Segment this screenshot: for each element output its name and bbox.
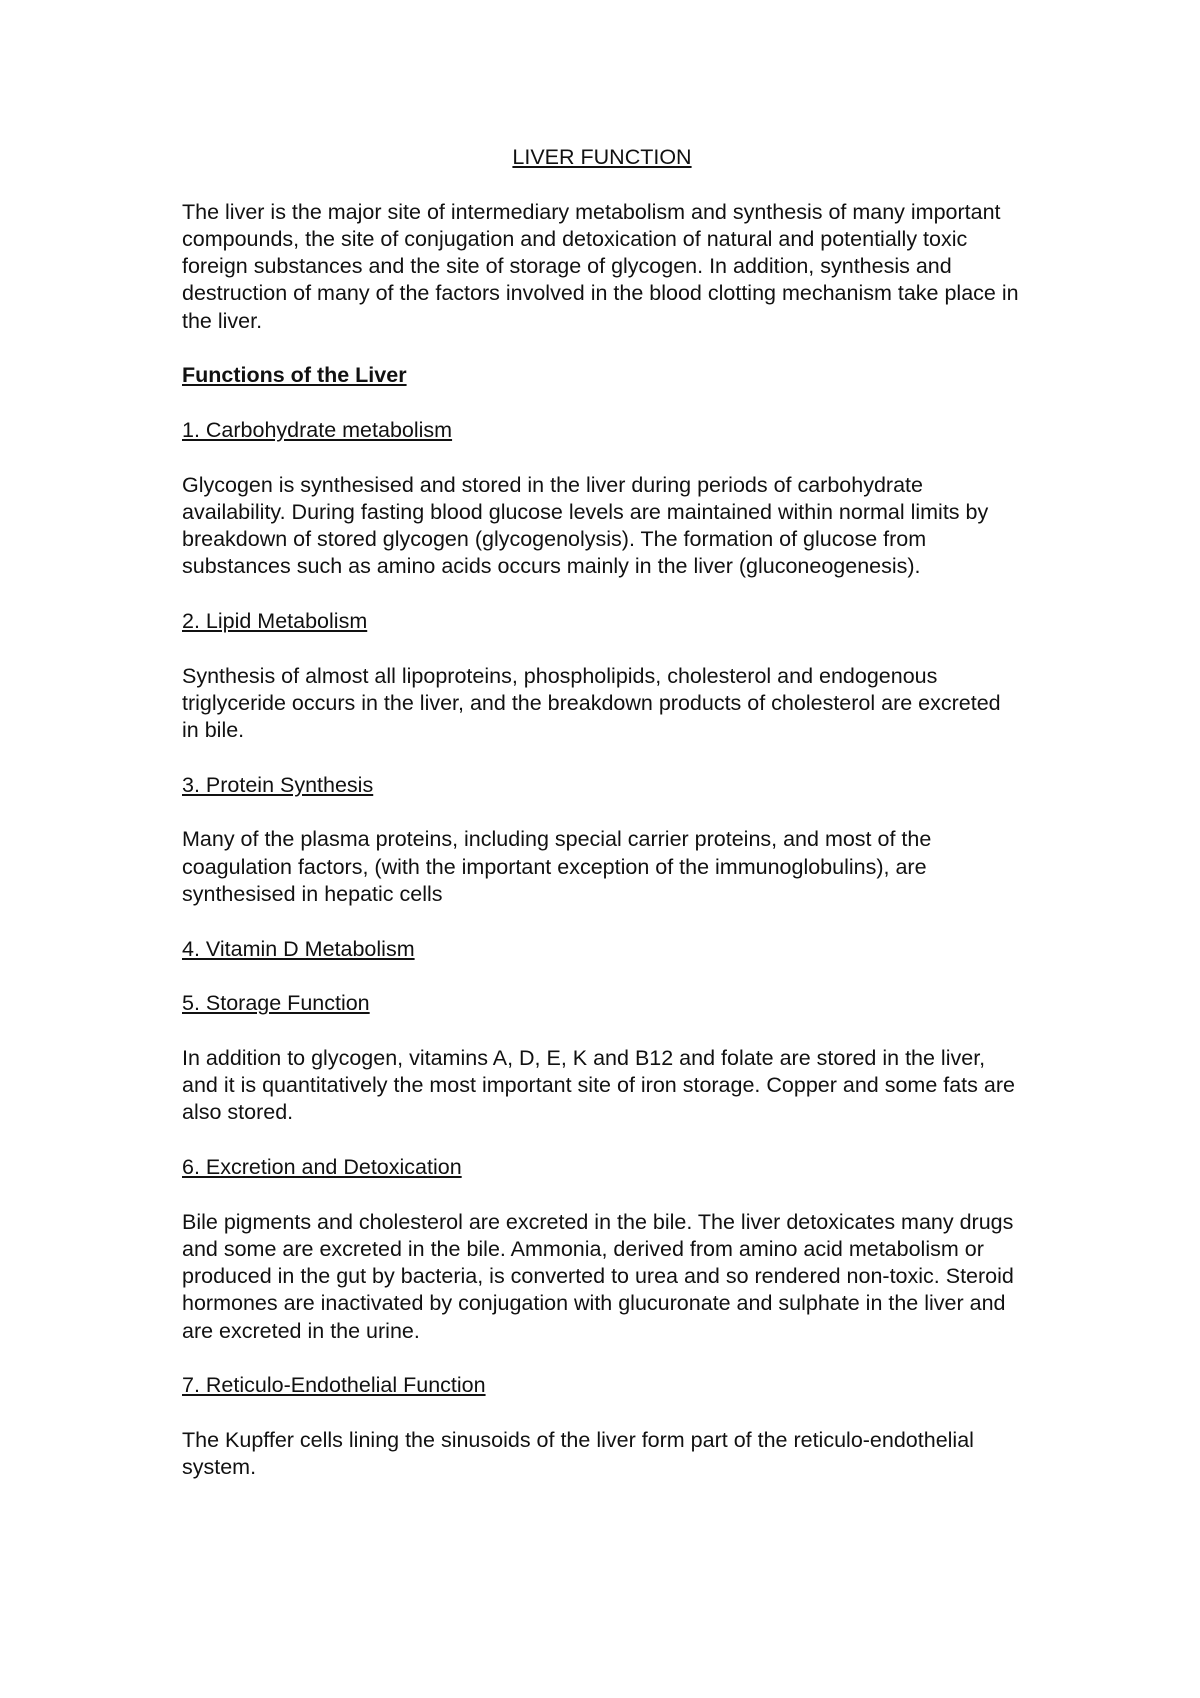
item-body-carbohydrate: Glycogen is synthesised and stored in the liver during periods of carbohydrate availability. During fasting blood glucose levels are maintained within normal limits by breakdown of stored glycogen (glycogenolysis). The formation of glucose from substances such as amino acids occurs mainly in the liver (gluconeogenesis). [182, 472, 989, 579]
item-body-protein: Many of the plasma proteins, including special carrier proteins, and most of the coagulation factors, (with the important exception of the immunoglobulins), are synthesised in hepatic cells [182, 827, 932, 907]
item-heading-reticulo-endothelial: 7. Reticulo-Endothelial Function [182, 1373, 486, 1398]
item-heading-excretion: 6. Excretion and Detoxication [182, 1154, 462, 1179]
item-body-lipid: Synthesis of almost all lipoproteins, phospholipids, cholesterol and endogenous triglyceride occurs in the liver, and the breakdown products of cholesterol are excreted in bile. [182, 663, 1001, 743]
item-body-excretion: Bile pigments and cholesterol are excreted in the bile. The liver detoxicates many drugs and some are excreted in the bile. Ammonia, derived from amino acid metabolism or produced in the gut by bacteria, is converted to urea and so rendered non-toxic. Steroid hormones are inactivated by conjugation with glucuronate and sulphate in the liver and are excreted in the urine. [182, 1209, 1014, 1343]
item-heading-carbohydrate: 1. Carbohydrate metabolism [182, 417, 453, 442]
document-title: LIVER FUNCTION [512, 145, 692, 169]
item-heading-lipid: 2. Lipid Metabolism [182, 609, 368, 634]
item-body-reticulo-endothelial: The Kupffer cells lining the sinusoids of the liver form part of the reticulo-endothelial system. [182, 1427, 974, 1480]
item-heading-protein: 3. Protein Synthesis [182, 772, 374, 797]
intro-paragraph: The liver is the major site of intermediary metabolism and synthesis of many important compounds, the site of conjugation and detoxication of natural and potentially toxic foreign substances and the site of storage of glycogen. In addition, synthesis and destruction of many of the factors involved in the blood clotting mechanism take place in the liver. [182, 199, 1019, 333]
item-heading-storage: 5. Storage Function [182, 991, 370, 1016]
item-body-storage: In addition to glycogen, vitamins A, D, E, K and B12 and folate are stored in the liver, and it is quantitatively the most important site of iron storage. Copper and some fats are also stored. [182, 1045, 1015, 1125]
item-heading-vitamin-d: 4. Vitamin D Metabolism [182, 936, 415, 961]
section-heading-functions: Functions of the Liver [182, 363, 407, 388]
document-page [182, 144, 1022, 1482]
